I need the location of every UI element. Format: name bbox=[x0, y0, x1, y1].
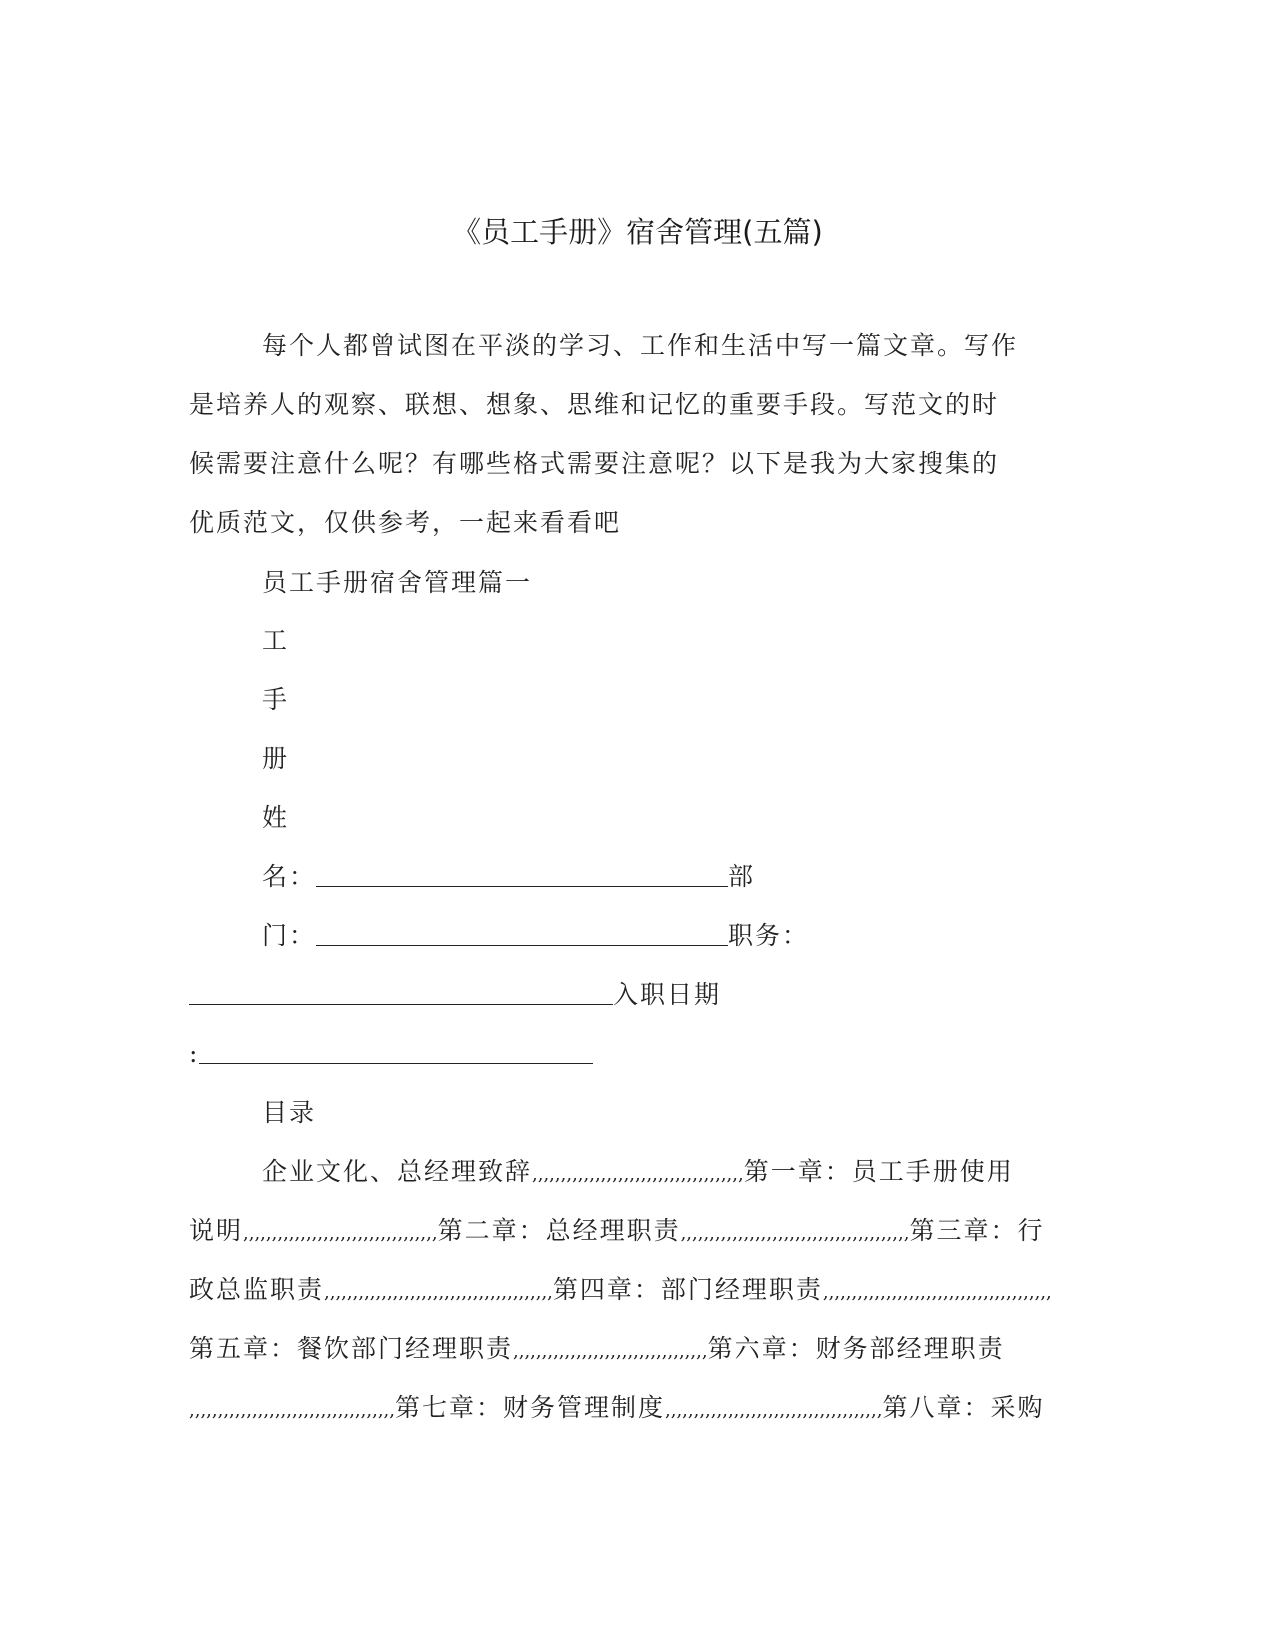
toc-entry: 政总监职责 bbox=[189, 1275, 325, 1304]
form-position-row bbox=[189, 979, 721, 1011]
toc-line-5 bbox=[189, 1392, 1044, 1427]
toc-entry: 第七章：财务管理制度 bbox=[394, 1393, 665, 1422]
intro-line-4: 优质范文，仅供参考，一起来看看吧 bbox=[189, 508, 622, 537]
section-heading: 员工手册宿舍管理篇一 bbox=[262, 568, 533, 597]
toc-leader-dots: ,,,,,,,,,,,,,,,,,,,,,,,,,,,,,,,,,,,,,,,, bbox=[680, 1223, 910, 1244]
hire-date-blank-line bbox=[199, 1039, 593, 1064]
dept-label-part1: 部 bbox=[728, 862, 756, 891]
toc-line-3 bbox=[189, 1274, 1052, 1309]
toc-entry: 说明 bbox=[189, 1216, 244, 1245]
toc-entry: 第一章：员工手册使用 bbox=[743, 1157, 1014, 1186]
toc-entry: 第八章：采购 bbox=[882, 1393, 1045, 1422]
toc-leader-dots: ,,,,,,,,,,,,,,,,,,,,,,,,,,,,,,,,,, bbox=[513, 1341, 708, 1362]
toc-leader-dots: ,,,,,,,,,,,,,,,,,,,,,,,,,,,,,,,,,,,, bbox=[189, 1400, 395, 1421]
toc-leader-dots: ,,,,,,,,,,,,,,,,,,,,,,,,,,,,,,,,,,,,,,,, bbox=[324, 1282, 553, 1303]
toc-heading: 目录 bbox=[262, 1098, 317, 1127]
toc-line-4 bbox=[189, 1333, 1005, 1368]
dept-blank-line bbox=[316, 921, 728, 946]
position-label: 职务： bbox=[728, 921, 810, 950]
intro-line-2: 是培养人的观察、联想、想象、思维和记忆的重要手段。写范文的时 bbox=[189, 390, 1000, 419]
intro-line-3: 候需要注意什么呢？有哪些格式需要注意呢？以下是我为大家搜集的 bbox=[189, 449, 1000, 478]
name-label: 名： bbox=[262, 862, 317, 891]
hire-date-label: 入职日期 bbox=[613, 980, 722, 1009]
vertical-char-2: 手 bbox=[262, 685, 290, 714]
dept-label-part2: 门： bbox=[262, 921, 317, 950]
form-hire-date-row bbox=[189, 1038, 593, 1070]
name-blank-line bbox=[316, 862, 728, 887]
form-dept-row bbox=[262, 920, 809, 952]
toc-entry: 第三章：行 bbox=[909, 1216, 1045, 1245]
toc-entry: 第四章：部门经理职责 bbox=[552, 1275, 823, 1304]
intro-line-1: 每个人都曾试图在平淡的学习、工作和生活中写一篇文章。写作 bbox=[262, 331, 1019, 360]
toc-line-2 bbox=[189, 1215, 1044, 1250]
toc-entry: 第二章：总经理职责 bbox=[437, 1216, 681, 1245]
toc-entry: 第五章：餐饮部门经理职责 bbox=[189, 1334, 514, 1363]
toc-entry: 企业文化、总经理致辞 bbox=[262, 1157, 533, 1186]
vertical-char-3: 册 bbox=[262, 744, 290, 773]
vertical-char-4: 姓 bbox=[262, 803, 290, 832]
toc-leader-dots: ,,,,,,,,,,,,,,,,,,,,,,,,,,,,,,,,,,,,,,,, bbox=[822, 1282, 1052, 1303]
toc-line-1 bbox=[262, 1156, 1014, 1191]
hire-date-colon: : bbox=[189, 1039, 200, 1068]
position-blank-line bbox=[189, 980, 613, 1005]
vertical-char-1: 工 bbox=[262, 626, 290, 655]
toc-leader-dots: ,,,,,,,,,,,,,,,,,,,,,,,,,,,,,,,,,,,,, bbox=[532, 1164, 744, 1185]
toc-entry: 第六章：财务部经理职责 bbox=[707, 1334, 1005, 1363]
toc-leader-dots: ,,,,,,,,,,,,,,,,,,,,,,,,,,,,,,,,,, bbox=[243, 1223, 438, 1244]
form-name-row bbox=[262, 861, 755, 893]
toc-leader-dots: ,,,,,,,,,,,,,,,,,,,,,,,,,,,,,,,,,,,,,, bbox=[665, 1400, 883, 1421]
document-title: 《员工手册》宿舍管理(五篇) bbox=[452, 215, 823, 249]
